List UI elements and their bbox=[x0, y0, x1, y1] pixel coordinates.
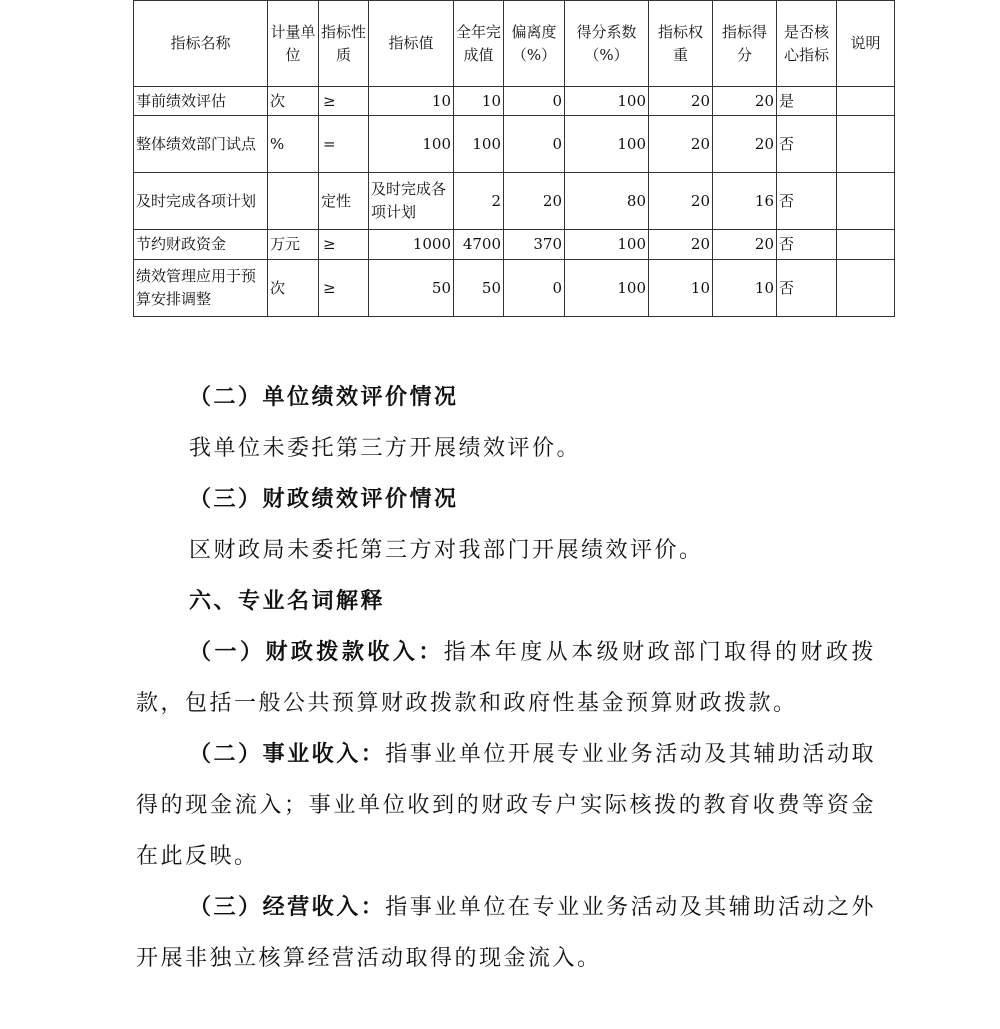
header-notes: 说明 bbox=[837, 1, 895, 87]
header-is-core: 是否核心指标 bbox=[777, 1, 837, 87]
cell-score-coefficient: 80 bbox=[565, 173, 649, 230]
unit-eval-text: 我单位未委托第三方开展绩效评价。 bbox=[189, 436, 582, 461]
cell-deviation: 20 bbox=[504, 173, 565, 230]
cell-weight: 10 bbox=[649, 260, 713, 317]
performance-indicator-table bbox=[133, 0, 895, 317]
cell-unit: 次 bbox=[268, 87, 319, 116]
term-label: （一）财政拨款收入： bbox=[189, 639, 444, 665]
cell-is-core: 否 bbox=[777, 230, 837, 260]
table-header-row bbox=[134, 1, 895, 87]
cell-weight: 20 bbox=[649, 87, 713, 116]
cell-is-core: 否 bbox=[777, 260, 837, 317]
header-indicator-name: 指标名称 bbox=[134, 1, 268, 87]
cell-score-coefficient: 100 bbox=[565, 260, 649, 317]
header-weight: 指标权重 bbox=[649, 1, 713, 87]
header-score-coefficient: 得分系数（%） bbox=[565, 1, 649, 87]
cell-actual-value: 10 bbox=[454, 87, 504, 116]
cell-nature: ≥ bbox=[319, 87, 369, 116]
header-target-value: 指标值 bbox=[369, 1, 454, 87]
glossary-heading: 六、专业名词解释 bbox=[189, 588, 386, 614]
cell-unit: 万元 bbox=[268, 230, 319, 260]
cell-nature: ≥ bbox=[319, 260, 369, 317]
cell-indicator-name: 节约财政资金 bbox=[134, 230, 268, 260]
table-row bbox=[134, 173, 895, 230]
header-unit: 计量单位 bbox=[268, 1, 319, 87]
cell-deviation: 370 bbox=[504, 230, 565, 260]
cell-score: 10 bbox=[713, 260, 777, 317]
cell-actual-value: 4700 bbox=[454, 230, 504, 260]
header-deviation: 偏离度（%） bbox=[504, 1, 565, 87]
cell-unit: 次 bbox=[268, 260, 319, 317]
header-nature: 指标性质 bbox=[319, 1, 369, 87]
cell-score: 20 bbox=[713, 87, 777, 116]
term-operating-revenue-public bbox=[136, 729, 876, 882]
cell-unit bbox=[268, 173, 319, 230]
cell-unit: % bbox=[268, 116, 319, 173]
cell-notes bbox=[837, 173, 895, 230]
cell-indicator-name: 整体绩效部门试点 bbox=[134, 116, 268, 173]
cell-deviation: 0 bbox=[504, 87, 565, 116]
cell-notes bbox=[837, 116, 895, 173]
cell-target-value: 1000 bbox=[369, 230, 454, 260]
cell-nature: ≥ bbox=[319, 230, 369, 260]
document-body bbox=[136, 372, 876, 984]
cell-is-core: 否 bbox=[777, 173, 837, 230]
cell-is-core: 是 bbox=[777, 87, 837, 116]
cell-score-coefficient: 100 bbox=[565, 230, 649, 260]
cell-indicator-name: 绩效管理应用于预算安排调整 bbox=[134, 260, 268, 317]
cell-actual-value: 50 bbox=[454, 260, 504, 317]
cell-score-coefficient: 100 bbox=[565, 116, 649, 173]
cell-indicator-name: 事前绩效评估 bbox=[134, 87, 268, 116]
term-label: （三）经营收入： bbox=[189, 894, 386, 920]
cell-score: 16 bbox=[713, 173, 777, 230]
cell-actual-value: 2 bbox=[454, 173, 504, 230]
term-definition: 指事业单位在专业业务活动及其辅助活动之外开展非独立核算经营活动取得的现金流入。 bbox=[136, 895, 876, 971]
cell-deviation: 0 bbox=[504, 260, 565, 317]
cell-deviation: 0 bbox=[504, 116, 565, 173]
cell-is-core: 否 bbox=[777, 116, 837, 173]
header-score: 指标得分 bbox=[713, 1, 777, 87]
term-fiscal-appropriation bbox=[136, 627, 876, 729]
table-row bbox=[134, 116, 895, 173]
cell-score: 20 bbox=[713, 116, 777, 173]
cell-weight: 20 bbox=[649, 230, 713, 260]
cell-score: 20 bbox=[713, 230, 777, 260]
cell-target-value: 10 bbox=[369, 87, 454, 116]
cell-indicator-name: 及时完成各项计划 bbox=[134, 173, 268, 230]
term-definition: 指本年度从本级财政部门取得的财政拨款，包括一般公共预算财政拨款和政府性基金预算财政拨款。 bbox=[136, 640, 876, 716]
term-definition: 指事业单位开展专业业务活动及其辅助活动取得的现金流入；事业单位收到的财政专户实际核拨的教育收费等资金在此反映。 bbox=[136, 742, 876, 869]
term-label: （二）事业收入： bbox=[189, 741, 386, 767]
cell-notes bbox=[837, 87, 895, 116]
cell-target-value: 100 bbox=[369, 116, 454, 173]
cell-target-value: 50 bbox=[369, 260, 454, 317]
fiscal-eval-heading: （三）财政绩效评价情况 bbox=[189, 486, 459, 512]
table-row bbox=[134, 230, 895, 260]
cell-actual-value: 100 bbox=[454, 116, 504, 173]
cell-target-value: 及时完成各项计划 bbox=[369, 173, 454, 230]
fiscal-eval-text: 区财政局未委托第三方对我部门开展绩效评价。 bbox=[189, 538, 704, 563]
cell-notes bbox=[837, 230, 895, 260]
header-actual-value: 全年完成值 bbox=[454, 1, 504, 87]
cell-notes bbox=[837, 260, 895, 317]
cell-score-coefficient: 100 bbox=[565, 87, 649, 116]
table-row bbox=[134, 260, 895, 317]
cell-weight: 20 bbox=[649, 173, 713, 230]
cell-nature: = bbox=[319, 116, 369, 173]
cell-weight: 20 bbox=[649, 116, 713, 173]
unit-eval-heading: （二）单位绩效评价情况 bbox=[189, 384, 459, 410]
table-row bbox=[134, 87, 895, 116]
cell-nature: 定性 bbox=[319, 173, 369, 230]
term-business-revenue bbox=[136, 882, 876, 984]
